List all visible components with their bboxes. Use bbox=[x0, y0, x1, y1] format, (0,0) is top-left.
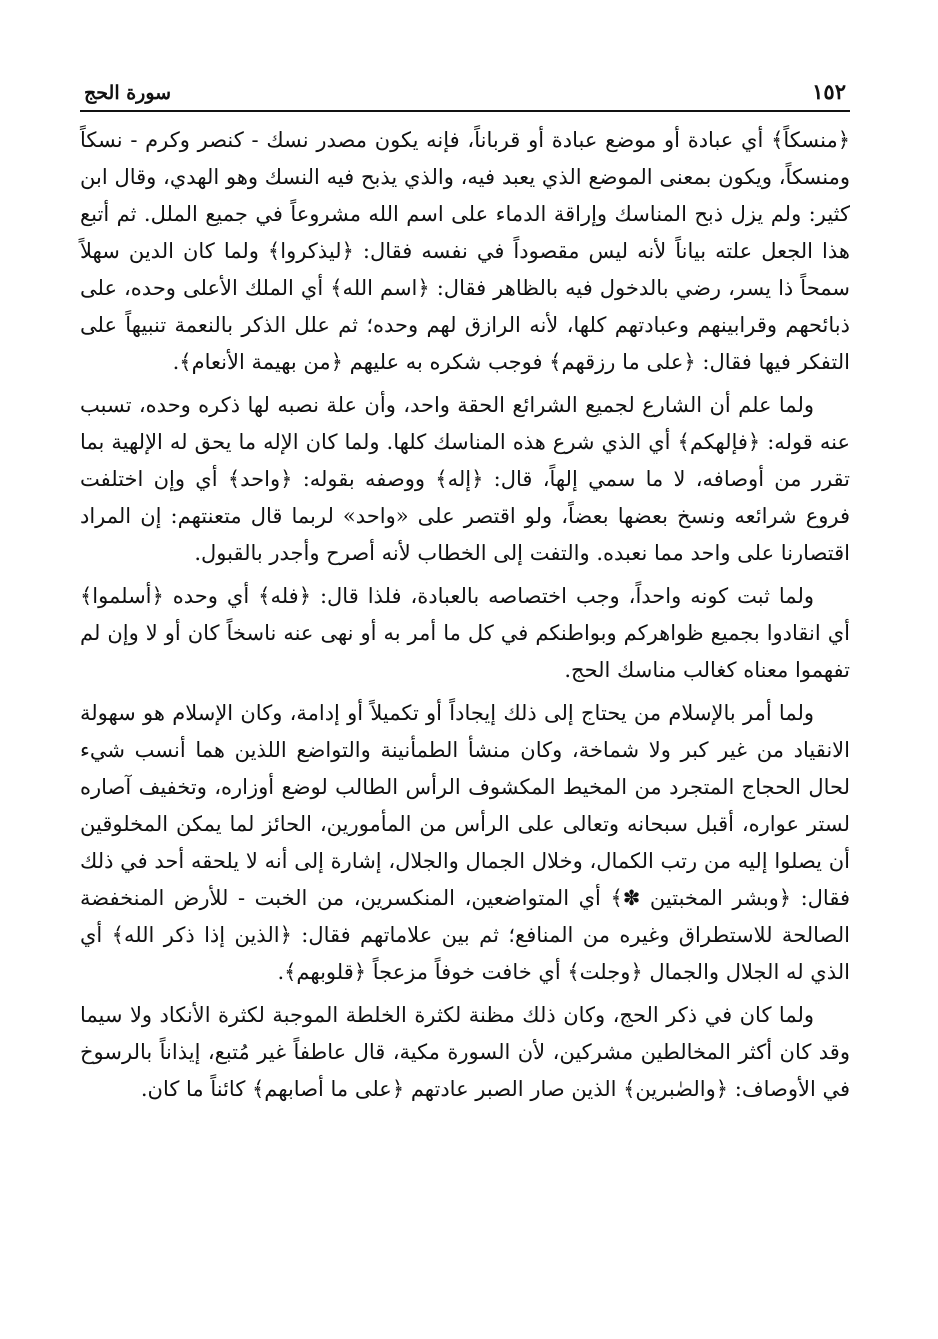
paragraph: ولما أمر بالإسلام من يحتاج إلى ذلك إيجاداً أو تكميلاً أو إدامة، وكان الإسلام هو سهولة الانقياد من غير كبر ولا شماخة، وكان منشأ الطمأنينة والتواضع اللذين هما أنسب شيء لحال الحجاج المتجرد من المخيط المكشوف الرأس الطالب لوضع أوزاره، وتخفيف آصاره لستر عواره، أقبل سبحانه وتعالى على الرأس من المأمورين، الحائز لما يمكن المخلوقين أن يصلوا إليه من رتب الكمال، وخلال الجمال والجلال، إشارة إلى أنه لا يلحقه أحد في ذلك فقال: ﴿وبشر المخبتين ✽﴾ أي المتواضعين، المنكسرين، من الخبت - للأرض المنخفضة الصالحة للاستطراق وغيره من المنافع؛ ثم بين علاماتهم فقال: ﴿الذين إذا ذكر الله﴾ أي الذي له الجلال والجمال ﴿وجلت﴾ أي خافت خوفاً مزعجاً ﴿قلوبهم﴾. bbox=[80, 701, 850, 984]
paragraph: ولما ثبت كونه واحداً، وجب اختصاصه بالعبادة، فلذا قال: ﴿فله﴾ أي وحده ﴿أسلموا﴾ أي انقادوا بجميع ظواهركم وبواطنكم في كل ما أمر به أو نهى عنه ناسخاً كان أو لا وإن لم تفهموا معناه كغالب مناسك الحج. bbox=[80, 584, 850, 682]
page-header bbox=[80, 68, 850, 104]
page-body bbox=[80, 122, 850, 1108]
paragraph: ولما علم أن الشارع لجميع الشرائع الحقة واحد، وأن علة نصبه لها ذكره وحده، تسبب عنه قوله: ﴿فإلهكم﴾ أي الذي شرع هذه المناسك كلها. ولما كان الإله ما يحق له الإلهية بما تقرر من أوصافه، لا ما سمي إلهاً، قال: ﴿إله﴾ ووصفه بقوله: ﴿واحد﴾ أي وإن اختلفت فروع شرائعه ونسخ بعضها بعضاً، ولو اقتصر على «واحد» لربما قال متعنتهم: إن المراد اقتصارنا على واحد مما نعبده. والتفت إلى الخطاب لأنه أصرح وأجدر بالقبول. bbox=[80, 393, 850, 565]
header-rule bbox=[80, 110, 850, 112]
paragraph: ﴿منسكاً﴾ أي عبادة أو موضع عبادة أو قرباناً، فإنه يكون مصدر نسك - كنصر وكرم - نسكاً ومنسكاً، ويكون بمعنى الموضع الذي يعبد فيه، والذي يذبح فيه النسك وهو الهدي، وقال ابن كثير: ولم يزل ذبح المناسك وإراقة الدماء على اسم الله مشروعاً في جميع الملل. ثم أتبع هذا الجعل علته بياناً لأنه ليس مقصوداً في نفسه فقال: ﴿ليذكروا﴾ ولما كان الدين سهلاً سمحاً ذا يسر، رضي بالدخول فيه بالظاهر فقال: ﴿اسم الله﴾ أي الملك الأعلى وحده، على ذبائحهم وقرابينهم وعبادتهم كلها، لأنه الرازق لهم وحده؛ ثم علل الذكر بالنعمة تنبيهاً على التفكر فيها فقال: ﴿على ما رزقهم﴾ فوجب شكره به عليهم ﴿من بهيمة الأنعام﴾. bbox=[80, 128, 850, 374]
paragraph: ولما كان في ذكر الحج، وكان ذلك مظنة لكثرة الخلطة الموجبة لكثرة الأنكاد ولا سيما وقد كان أكثر المخالطين مشركين، لأن السورة مكية، قال عاطفاً غير مُتبع، إيذاناً بالرسوخ في الأوصاف: ﴿والصٰبرين﴾ الذين صار الصبر عادتهم ﴿على ما أصابهم﴾ كائناً ما كان. bbox=[80, 1003, 850, 1101]
page-number: ١٥٢ bbox=[812, 79, 846, 104]
surah-title: سورة الحج bbox=[84, 82, 172, 104]
